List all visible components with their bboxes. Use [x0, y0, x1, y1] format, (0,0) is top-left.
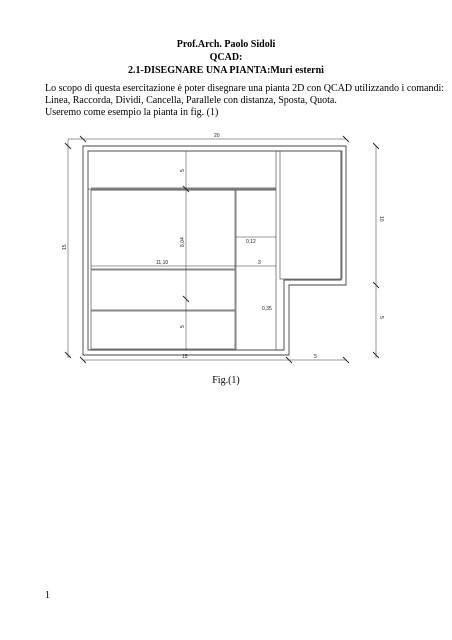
- chapter-title: 2.1-DISEGNARE UNA PIANTA:Muri esterni: [128, 65, 324, 76]
- intro-line-3: Useremo come esempio la pianta in fig. (1): [45, 107, 219, 118]
- program-line: QCAD:: [209, 52, 243, 63]
- dim-horizontal-span: 11,10: [156, 260, 169, 266]
- dimension-ticks: [65, 136, 379, 363]
- interior-walls: [88, 151, 342, 350]
- floor-plan-figure: [46, 120, 406, 380]
- outer-walls: [83, 146, 346, 355]
- dimension-lines: [68, 139, 376, 360]
- dim-lower-room: 5: [180, 325, 186, 328]
- figure-caption: Fig.(1): [212, 375, 240, 386]
- intro-line-2: Linea, Raccorda, Dividi, Cancella, Parallele con distanza, Sposta, Quota.: [45, 95, 337, 106]
- dim-right-lower: 5: [378, 316, 384, 319]
- dim-small-offset: 0,12: [246, 239, 256, 245]
- intro-paragraph: [45, 83, 445, 119]
- dim-bottom-right: 5: [314, 354, 317, 360]
- dim-top-total: 20: [214, 133, 220, 139]
- page-number: 1: [45, 590, 50, 601]
- dim-left-total: 15: [62, 244, 68, 250]
- dim-upper-room: 5: [180, 169, 186, 172]
- document-header: [0, 38, 452, 77]
- author-line: Prof.Arch. Paolo Sidoli: [176, 39, 276, 50]
- intro-line-1: Lo scopo di questa esercitazione è poter disegnare una pianta 2D con QCAD utilizzando i comandi:: [45, 83, 445, 94]
- dim-bottom-left: 15: [182, 354, 188, 360]
- dim-right-upper: 10: [378, 216, 384, 222]
- dim-mid-room: 3: [258, 260, 261, 266]
- dim-wall-thickness: 0,35: [262, 306, 272, 312]
- dim-vertical-span: 8,04: [180, 237, 186, 247]
